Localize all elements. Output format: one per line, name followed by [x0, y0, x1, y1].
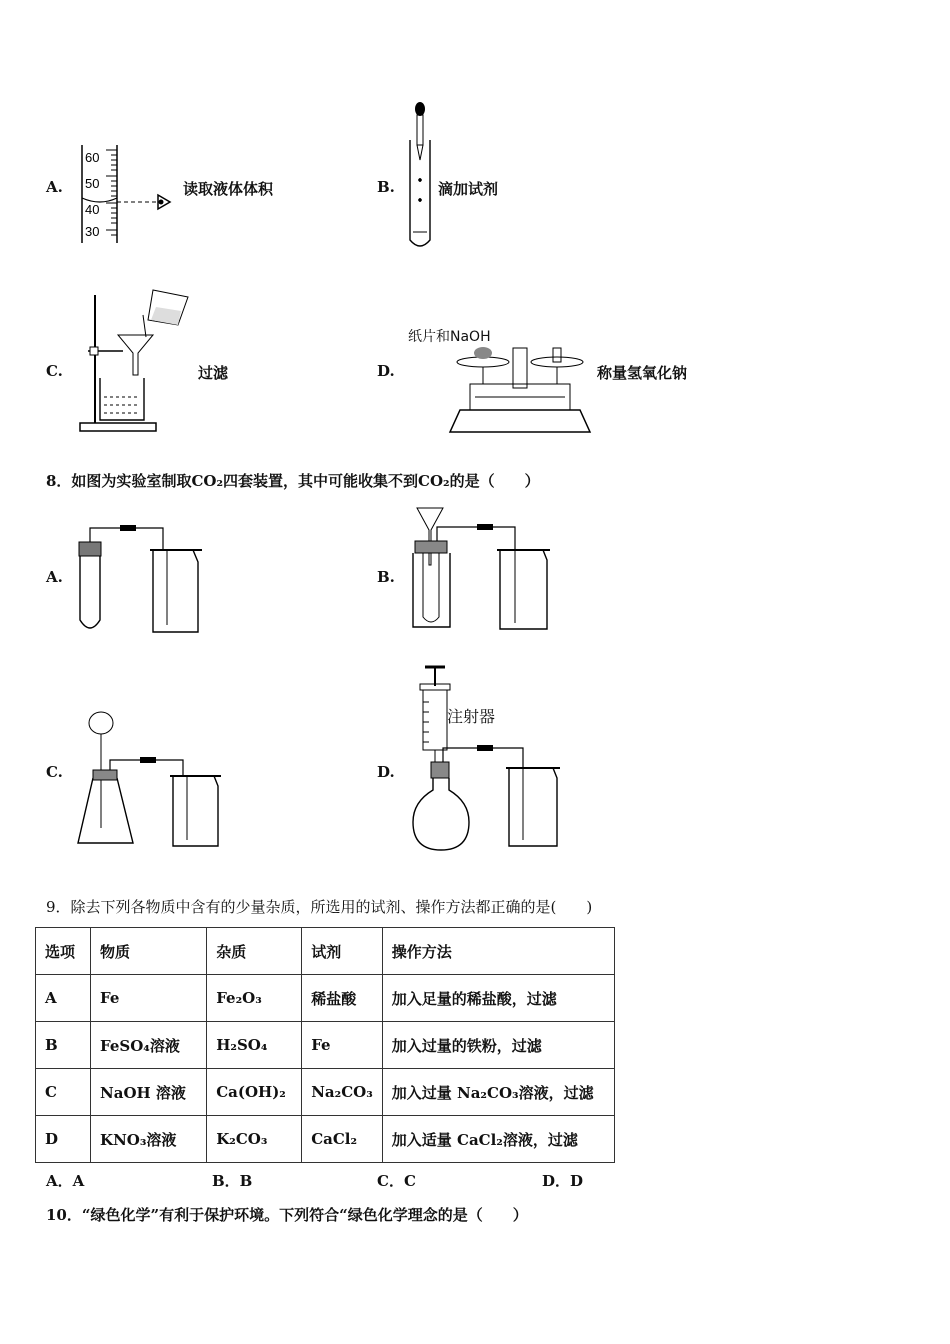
q8-apparatus-b-figure — [405, 505, 555, 635]
table-cell: Fe — [91, 975, 207, 1022]
q8-option-d-letter: D. — [377, 763, 395, 781]
q10-stem: 10．“绿色化学”有利于保护环境。下列符合“绿色化学理念的是（ ） — [46, 1206, 528, 1224]
table-cell: CaCl₂ — [302, 1116, 383, 1163]
q7-option-c-caption: 过滤 — [198, 364, 229, 382]
q7-graduated-cylinder-figure — [70, 140, 190, 250]
table-row — [36, 1022, 615, 1069]
table-header-row — [36, 928, 615, 975]
q7-tick-60: 60 — [85, 150, 100, 165]
q8-option-c-letter: C. — [46, 763, 63, 781]
q8-option-b-letter: B. — [377, 568, 395, 586]
q8-apparatus-d-figure — [405, 662, 565, 854]
q7-option-d-letter: D. — [377, 362, 395, 380]
q9-answer-c[interactable]: C．C — [377, 1172, 416, 1190]
table-cell: FeSO₄溶液 — [91, 1022, 207, 1069]
q9-answer-b[interactable]: B．B — [212, 1172, 253, 1190]
q8-apparatus-c-figure — [75, 708, 225, 850]
q7-option-b-letter: B. — [377, 178, 395, 196]
header-cell: 杂质 — [207, 928, 302, 975]
q8-stem: 8．如图为实验室制取CO₂四套装置，其中可能收集不到CO₂的是（ ） — [46, 472, 540, 490]
table-cell: K₂CO₃ — [207, 1116, 302, 1163]
header-cell: 操作方法 — [382, 928, 614, 975]
header-cell: 选项 — [36, 928, 91, 975]
q7-filtration-figure — [78, 285, 198, 435]
table-cell: A — [36, 975, 91, 1022]
header-cell: 试剂 — [302, 928, 383, 975]
table-cell: 稀盐酸 — [302, 975, 383, 1022]
q7-tick-50: 50 — [85, 176, 100, 191]
q7-dropper-test-tube-figure — [400, 100, 440, 252]
q9-answer-d[interactable]: D．D — [542, 1172, 584, 1190]
table-cell: D — [36, 1116, 91, 1163]
table-cell: C — [36, 1069, 91, 1116]
q7-option-a-caption: 读取液体体积 — [183, 180, 274, 198]
q7-option-c-letter: C. — [46, 362, 63, 380]
table-cell: Fe₂O₃ — [207, 975, 302, 1022]
table-cell: NaOH 溶液 — [91, 1069, 207, 1116]
table-cell: B — [36, 1022, 91, 1069]
q9-answer-a[interactable]: A．A — [46, 1172, 85, 1190]
q7-tick-30: 30 — [85, 224, 100, 239]
table-row — [36, 1069, 615, 1116]
table-cell: 加入足量的稀盐酸，过滤 — [382, 975, 614, 1022]
q8-option-a-letter: A. — [46, 568, 63, 586]
q7-balance-figure — [445, 340, 595, 435]
table-cell: 加入过量的铁粉，过滤 — [382, 1022, 614, 1069]
header-cell: 物质 — [91, 928, 207, 975]
q8-syringe-label: 注射器 — [447, 707, 496, 726]
q9-stem: 9．除去下列各物质中含有的少量杂质，所选用的试剂、操作方法都正确的是( ) — [46, 898, 593, 916]
table-cell: Na₂CO₃ — [302, 1069, 383, 1116]
q9-options-table — [35, 927, 615, 1163]
q7-option-d-caption: 称量氢氧化钠 — [597, 364, 688, 382]
table-row — [36, 1116, 615, 1163]
table-cell: 加入过量 Na₂CO₃溶液，过滤 — [382, 1069, 614, 1116]
table-cell: Fe — [302, 1022, 383, 1069]
q7-option-b-caption: 滴加试剂 — [438, 180, 499, 198]
table-cell: H₂SO₄ — [207, 1022, 302, 1069]
table-cell: 加入适量 CaCl₂溶液，过滤 — [382, 1116, 614, 1163]
q8-apparatus-a-figure — [75, 520, 210, 638]
table-cell: KNO₃溶液 — [91, 1116, 207, 1163]
q7-balance-label: 纸片和NaOH — [408, 329, 491, 345]
q7-tick-40: 40 — [85, 202, 100, 217]
q7-option-a-letter: A. — [46, 178, 63, 196]
table-row — [36, 975, 615, 1022]
table-cell: Ca(OH)₂ — [207, 1069, 302, 1116]
